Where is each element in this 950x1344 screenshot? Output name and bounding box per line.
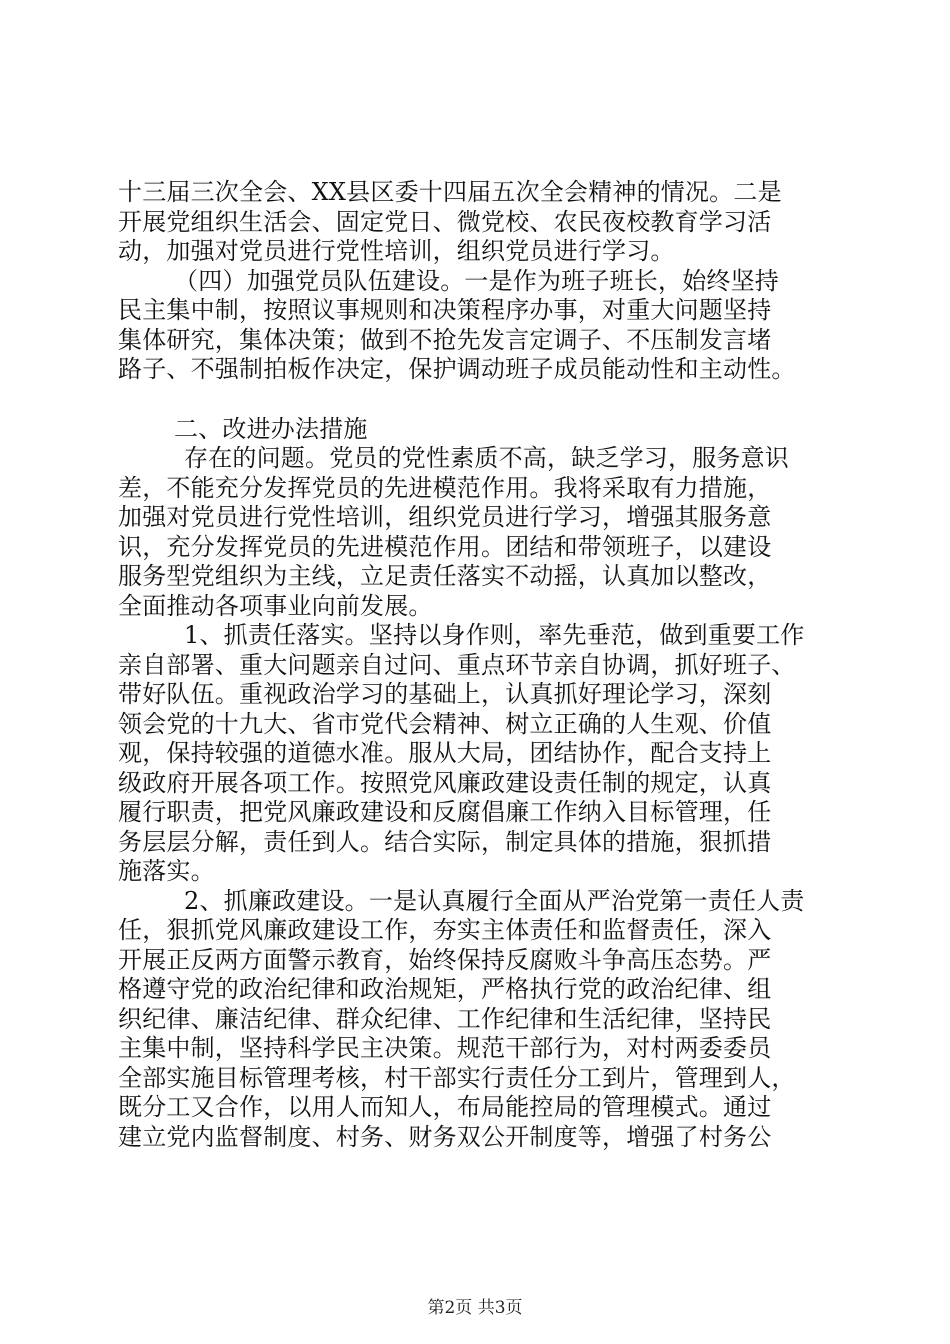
text-line: 务层层分解，责任到人。结合实际，制定具体的措施，狠抓措 (118, 827, 772, 856)
text-line: 开展党组织生活会、固定党日、微党校、农民夜校教育学习活 (118, 207, 772, 236)
paragraph-integrity (118, 887, 846, 1153)
text-line: 2、抓廉政建设。一是认真履行全面从严治党第一责任人责 (184, 886, 805, 915)
section-heading: 二、改进办法措施 (174, 414, 368, 443)
text-line: 格遵守党的政治纪律和政治规矩，严格执行党的政治纪律、组 (118, 975, 772, 1003)
text-line: 观，保持较强的道德水准。服从大局，团结协作，配合支持上 (118, 739, 772, 767)
text-line: 履行职责，把党风廉政建设和反腐倡廉工作纳入目标管理，任 (118, 798, 772, 826)
text-line: 施落实。 (118, 857, 215, 885)
text-line: 主集中制，坚持科学民主决策。规范干部行为，对村两委委员 (118, 1034, 772, 1062)
text-line: 存在的问题。党员的党性素质不高，缺乏学习，服务意识 (184, 444, 789, 472)
text-line: 民主集中制，按照议事规则和决策程序办事，对重大问题坚持 (118, 296, 772, 324)
text-line: 动，加强对党员进行党性培训，组织党员进行学习。 (118, 237, 675, 265)
text-line: 加强对党员进行党性培训，组织党员进行学习，增强其服务意 (118, 503, 772, 531)
text-line: 全部实施目标管理考核，村干部实行责任分工到片，管理到人， (118, 1063, 796, 1092)
paragraph-responsibility (118, 621, 846, 887)
paragraph-existing-problems (118, 444, 846, 621)
text-line: 既分工又合作，以用人而知人，布局能控局的管理模式。通过 (118, 1093, 772, 1121)
text-line: 全面推动各项事业向前发展。 (118, 591, 433, 620)
text-line: 集体研究，集体决策；做到不抢先发言定调子、不压制发言堵 (118, 325, 772, 354)
document-body (118, 178, 846, 1152)
text-line: 路子、不强制拍板作决定，保护调动班子成员能动性和主动性。 (118, 355, 796, 383)
page-footer: 第2页 共3页 (427, 1298, 523, 1318)
section-gap (118, 385, 846, 415)
text-line: 1、抓责任落实。坚持以身作则，率先垂范，做到重要工作 (184, 621, 805, 649)
text-line: 带好队伍。重视政治学习的基础上，认真抓好理论学习，深刻 (118, 680, 772, 708)
paragraph-team-building (118, 267, 846, 385)
text-line: 服务型党组织为主线，立足责任落实不动摇，认真加以整改， (118, 562, 772, 590)
text-line: 亲自部署、重大问题亲自过问、重点环节亲自协调，抓好班子、 (118, 650, 796, 679)
text-line: 十三届三次全会、XX县区委十四届五次全会精神的情况。二是 (118, 178, 782, 206)
text-line: 任，狠抓党风廉政建设工作，夯实主体责任和监督责任，深入 (118, 916, 772, 944)
text-line: 级政府开展各项工作。按照党风廉政建设责任制的规定，认真 (118, 768, 772, 797)
text-line: 识，充分发挥党员的先进模范作用。团结和带领班子，以建设 (118, 532, 772, 561)
text-line: 开展正反两方面警示教育，始终保持反腐败斗争高压态势。严 (118, 945, 772, 974)
text-line: 领会党的十九大、省市党代会精神、树立正确的人生观、价值 (118, 709, 772, 738)
paragraph-party-study (118, 178, 846, 267)
text-line: （四）加强党员队伍建设。一是作为班子班长，始终坚持 (174, 266, 779, 295)
text-line: 差，不能充分发挥党员的先进模范作用。我将采取有力措施， (118, 473, 772, 502)
text-line: 建立党内监督制度、村务、财务双公开制度等，增强了村务公 (118, 1122, 772, 1151)
text-line: 织纪律、廉洁纪律、群众纪律、工作纪律和生活纪律，坚持民 (118, 1004, 772, 1033)
